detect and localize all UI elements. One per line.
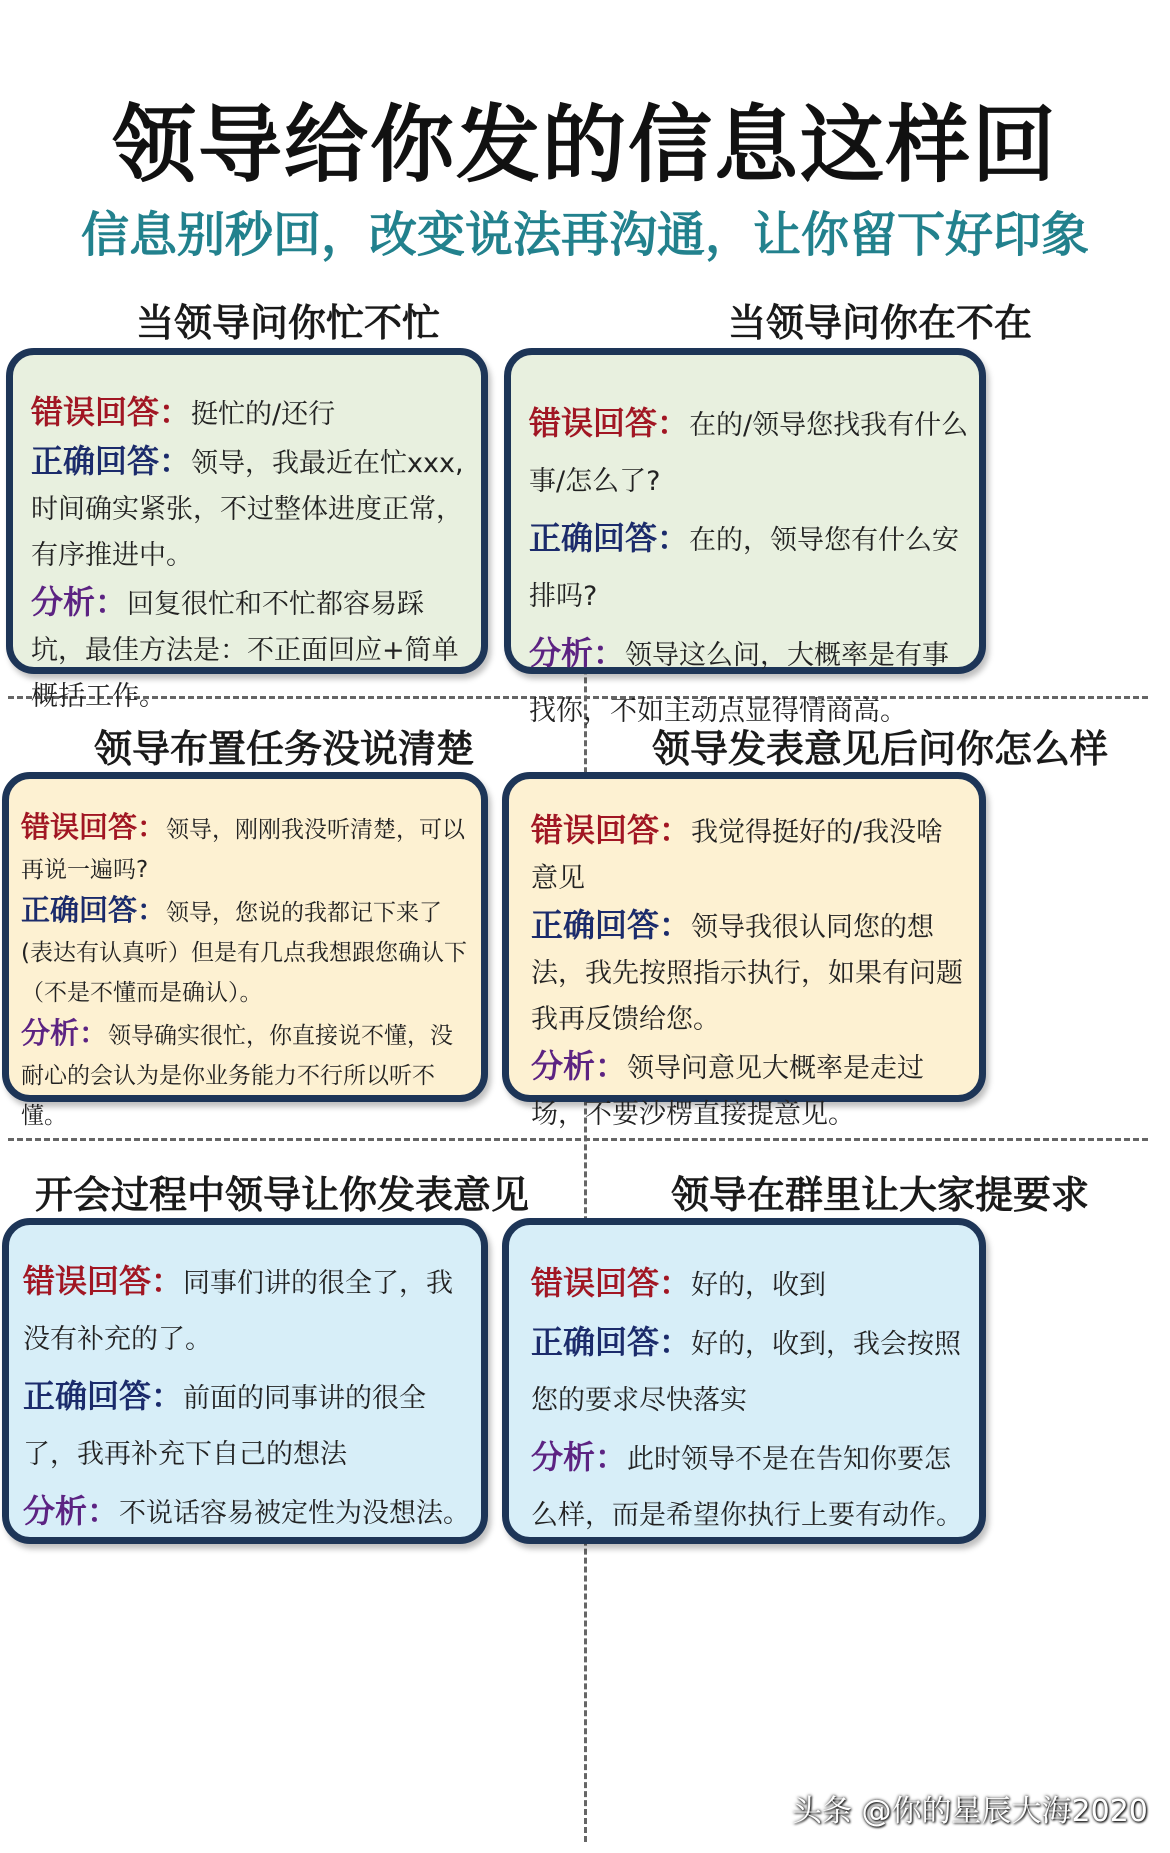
wrong-label: 错误回答： (23, 1262, 184, 1300)
analysis-text: 此时领导不是在告知你要怎么样，而是希望你执行上要有动作。 (531, 1444, 963, 1531)
wrong-label: 错误回答： (21, 810, 167, 844)
page-subtitle: 信息别秒回，改变说法再沟通，让你留下好印象 (80, 207, 1089, 263)
right-answer: 领导我很认同您的想法，我先按照指示执行，如果有问题我再反馈给您。 (531, 912, 963, 1035)
section-heading-meeting: 开会过程中领导让你发表意见 (34, 1173, 529, 1217)
right-label: 正确回答： (31, 442, 192, 480)
right-label: 正确回答： (21, 893, 167, 927)
section-heading-unclear-task: 领导布置任务没说清楚 (93, 727, 474, 771)
card-meeting (2, 1218, 488, 1544)
right-answer: 领导，我最近在忙xxx,时间确实紧张，不过整体进度正常，有序推进中。 (31, 448, 464, 571)
section-heading-opinion: 领导发表意见后问你怎么样 (651, 727, 1108, 771)
wrong-answer: 同事们讲的很全了，我没有补充的了。 (23, 1268, 454, 1355)
analysis-text: 领导这么问，大概率是有事找你，不如主动点显得情商高。 (529, 640, 950, 727)
right-label: 正确回答： (531, 906, 692, 944)
analysis-label: 分析： (21, 1016, 109, 1050)
card-group (502, 1218, 986, 1544)
card-busy (6, 348, 488, 712)
page-title: 领导给你发的信息这样回 (111, 96, 1058, 194)
analysis-text: 领导确实很忙，你直接说不懂，没耐心的会认为是你业务能力不行所以听不懂。 (21, 1023, 454, 1129)
card-unclear-task (2, 772, 488, 1129)
card-opinion (502, 772, 986, 1130)
right-answer: 在的，领导您有什么安排吗? (529, 525, 960, 612)
wrong-answer: 挺忙的/还行 (191, 399, 336, 430)
right-label: 正确回答： (23, 1377, 184, 1415)
wrong-label: 错误回答： (531, 811, 692, 849)
analysis-text: 不说话容易被定性为没想法。 (119, 1498, 471, 1529)
wrong-label: 错误回答： (531, 1264, 692, 1302)
horizontal-divider-2 (8, 1138, 1148, 1141)
section-heading-busy: 当领导问你忙不忙 (135, 301, 440, 345)
analysis-text: 回复很忙和不忙都容易踩坑，最佳方法是：不正面回应+简单概括工作。 (31, 589, 459, 712)
wrong-label: 错误回答： (31, 393, 192, 431)
analysis-label: 分析： (31, 583, 128, 621)
right-answer: 前面的同事讲的很全了，我再补充下自己的想法 (23, 1383, 427, 1470)
analysis-label: 分析： (531, 1047, 628, 1085)
section-heading-group: 领导在群里让大家提要求 (670, 1173, 1089, 1217)
wrong-label: 错误回答： (529, 404, 690, 442)
wrong-answer: 好的，收到 (691, 1270, 827, 1301)
wrong-answer: 我觉得挺好的/我没啥意见 (531, 817, 944, 894)
card-present (504, 348, 986, 727)
right-label: 正确回答： (529, 519, 690, 557)
right-answer: 领导，您说的我都记下来了(表达有认真听）但是有几点我想跟您确认下 （不是不懂而是确认）。 (21, 900, 467, 1006)
analysis-label: 分析： (529, 634, 626, 672)
wrong-answer: 在的/领导您找我有什么事/怎么了? (529, 410, 969, 497)
analysis-label: 分析： (531, 1438, 628, 1476)
analysis-label: 分析： (23, 1492, 120, 1530)
section-heading-present: 当领导问你在不在 (727, 301, 1032, 345)
analysis-text: 领导问意见大概率是走过场，不要沙楞直接提意见。 (531, 1053, 925, 1130)
right-answer: 好的，收到，我会按照您的要求尽快落实 (531, 1329, 962, 1416)
wrong-answer: 领导，刚刚我没听清楚，可以再说一遍吗? (21, 817, 466, 883)
right-label: 正确回答： (531, 1323, 692, 1361)
watermark: 头条 @你的星辰大海2020 (792, 1794, 1148, 1829)
